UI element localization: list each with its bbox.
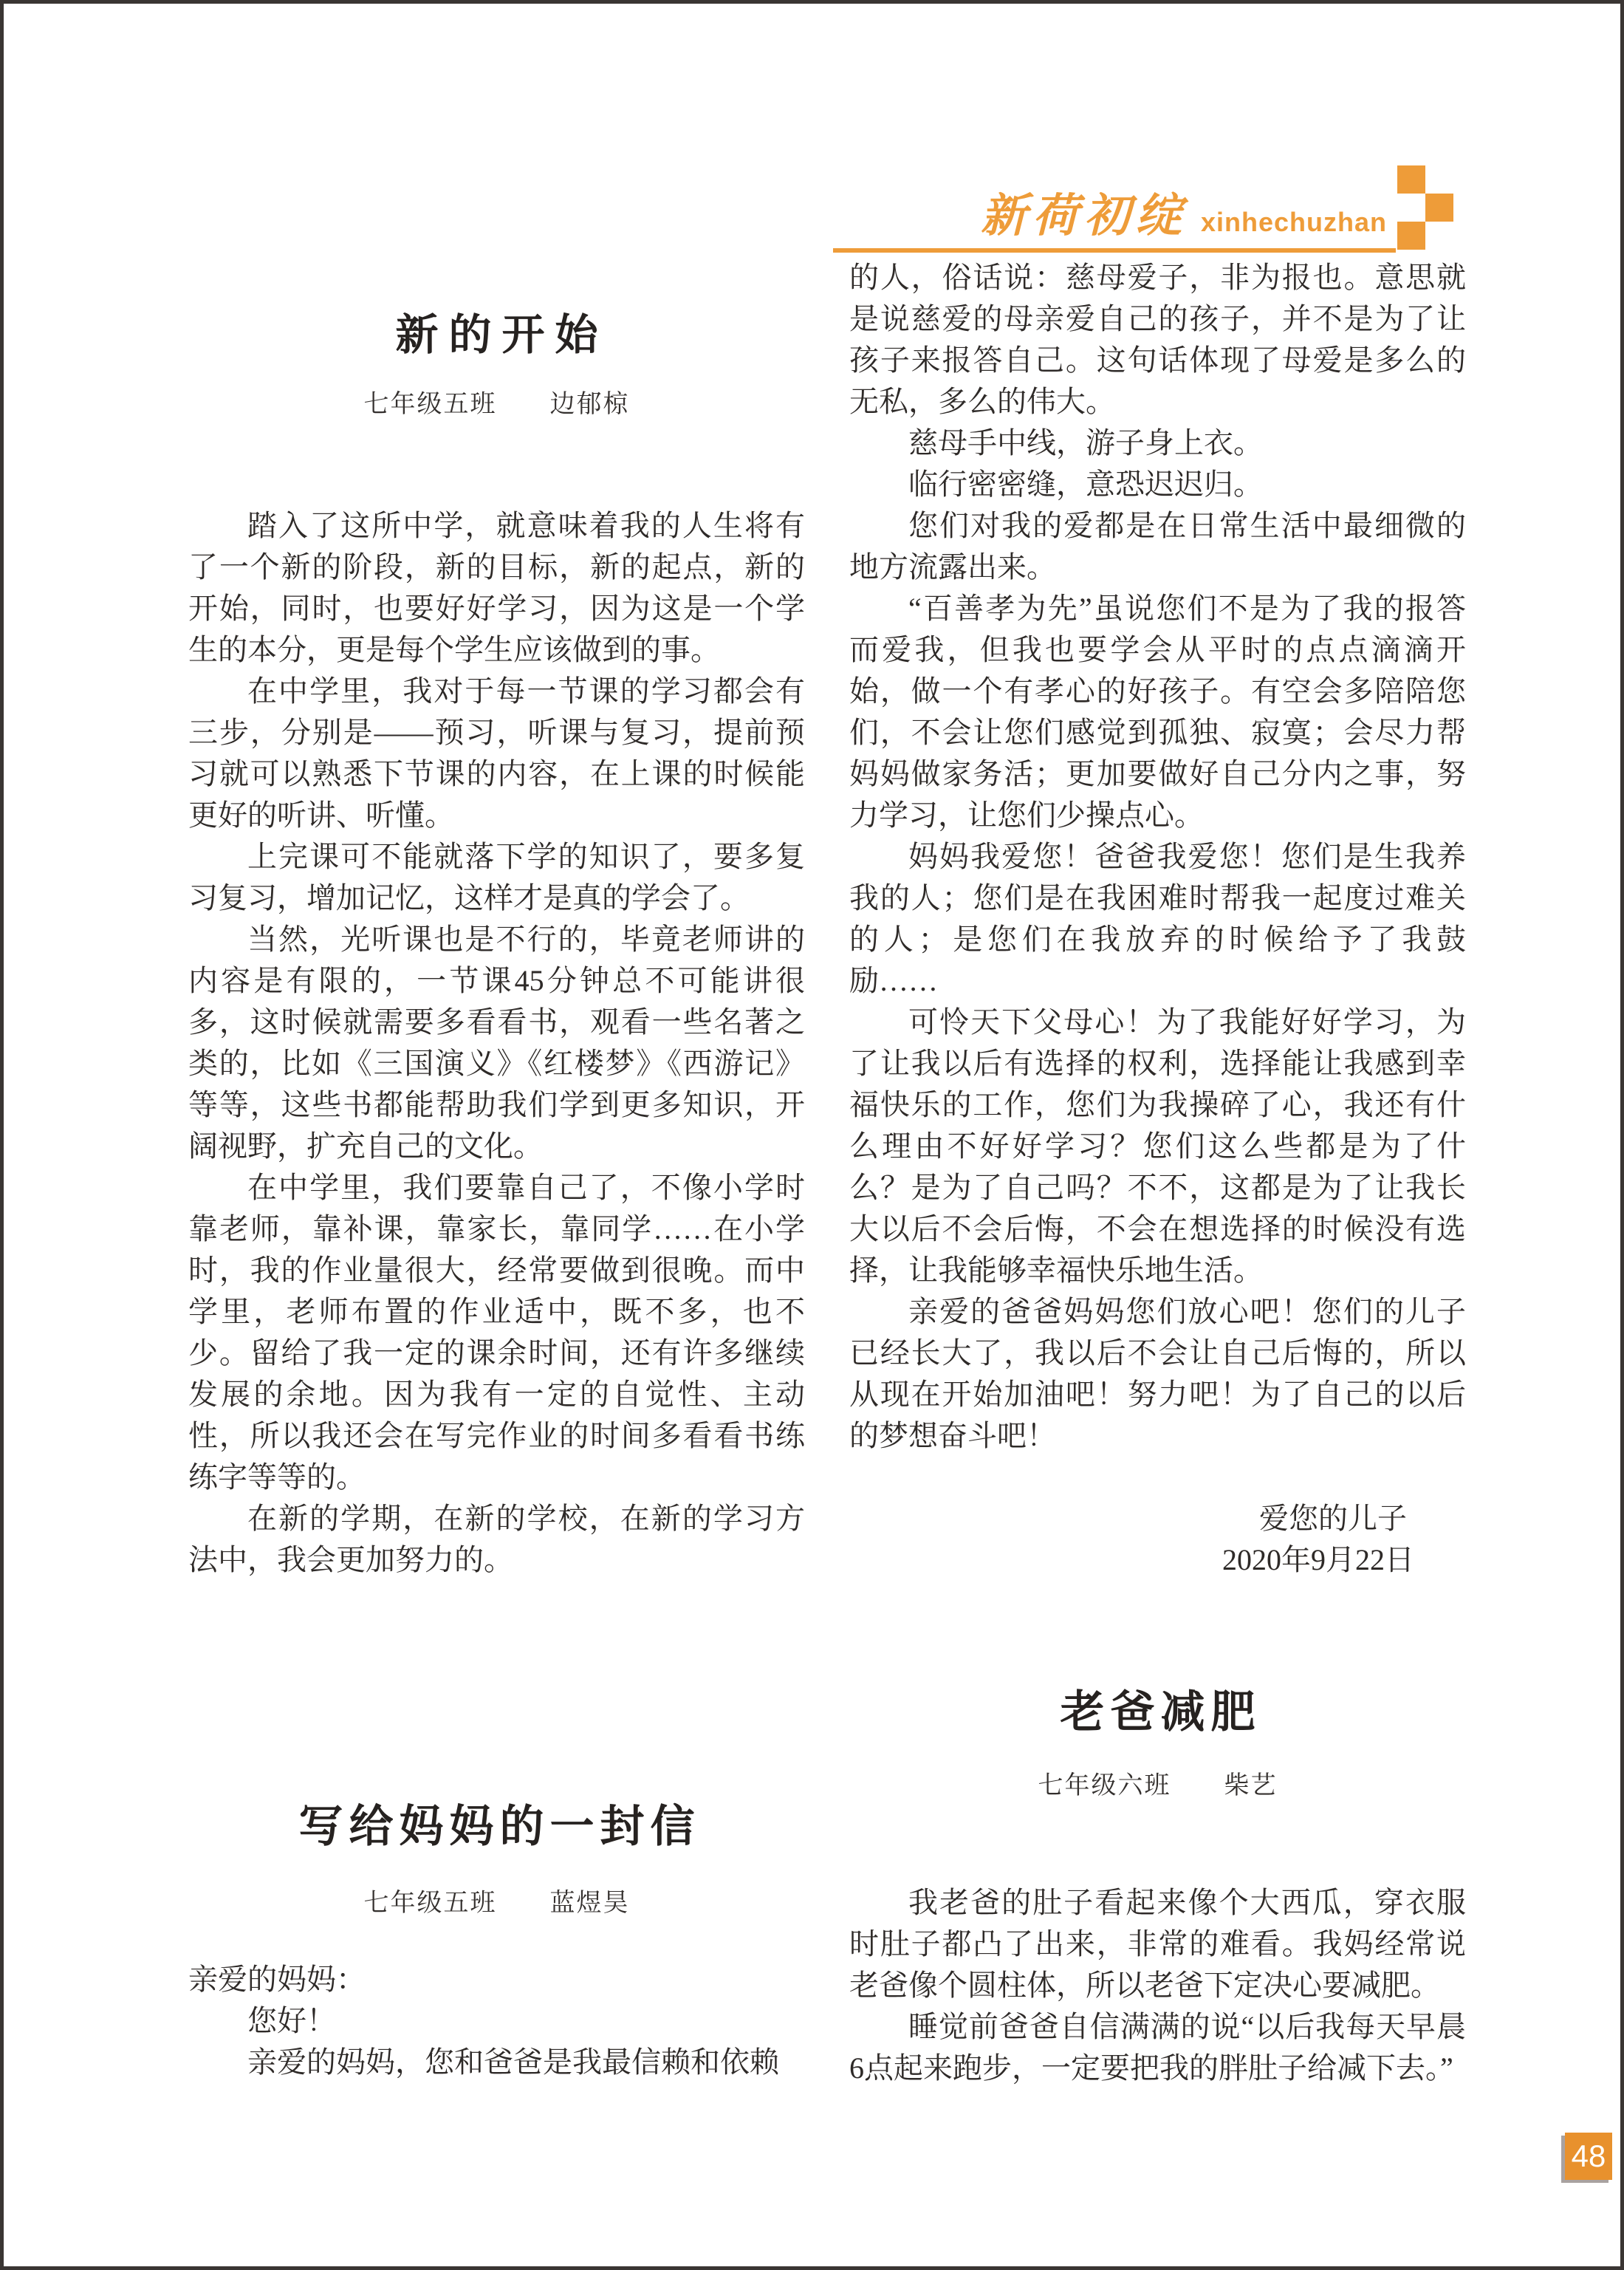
poem-line: 慈母手中线，游子身上衣。 bbox=[908, 426, 1263, 459]
header-deco-squares bbox=[1397, 165, 1453, 250]
paragraph: 您们对我的爱都是在日常生活中最细微的地方流露出来。 bbox=[849, 509, 1466, 584]
letter-body bbox=[849, 257, 1466, 1581]
deco-square-icon bbox=[1397, 165, 1425, 194]
deco-square-icon bbox=[1425, 194, 1453, 222]
paragraph: 睡觉前爸爸自信满满的说“以后我每天早晨6点起来跑步，一定要把我的胖肚子给减下去。” bbox=[849, 2010, 1466, 2085]
poem-line: 临行密密缝，意恐迟迟归。 bbox=[908, 468, 1263, 501]
section-heading bbox=[833, 191, 1396, 242]
section-title-pinyin: xinhechuzhan bbox=[1200, 207, 1387, 237]
paragraph: 我老爸的肚子看起来像个大西瓜，穿衣服时肚子都凸了出来，非常的难看。我妈经常说老爸像个圆柱体，所以老爸下定决心要减肥。 bbox=[849, 1886, 1466, 2002]
paragraph: 在新的学期，在新的学校，在新的学习方法中，我会更加努力的。 bbox=[188, 1502, 805, 1576]
paragraph: 亲爱的爸爸妈妈您们放心吧！您们的儿子已经长大了，我以后不会让自己后悔的，所以从现在开始加油吧！努力吧！为了自己的以后的梦想奋斗吧！ bbox=[849, 1295, 1466, 1452]
page-number-badge bbox=[1565, 2133, 1612, 2180]
paragraph: 上完课可不能就落下学的知识了，要多复习复习，增加记忆，这样才是真的学会了。 bbox=[188, 840, 805, 915]
letter-date: 2020年9月22日 bbox=[1222, 1543, 1414, 1576]
paragraph: “百善孝为先”虽说您们不是为了我的报答而爱我，但我也要学会从平时的点点滴滴开始，做一个有孝心的好孩子。有空会多陪陪您们，不会让您们感觉到孤独、寂寞；会尽力帮妈妈做家务活；更加要做好自己分内之事，努力学习，让您们少操点心。 bbox=[849, 592, 1466, 832]
article-body bbox=[188, 1959, 805, 2083]
article-dad-losing-weight bbox=[849, 1684, 1466, 2089]
paragraph: 当然，光听课也是不行的，毕竟老师讲的内容是有限的，一节课45分钟总不可能讲很多，这时候就需要多看看书，观看一些名著之类的，比如《三国演义》《红楼梦》《西游记》等等，这些书都能帮助我们学到更多知识，开阔视野，扩充自己的文化。 bbox=[188, 923, 805, 1163]
paragraph: 的人，俗话说：慈母爱子，非为报也。意思就是说慈爱的母亲爱自己的孩子，并不是为了让孩子来报答自己。这句话体现了母爱是多么的无私，多么的伟大。 bbox=[849, 261, 1466, 418]
page-header bbox=[833, 191, 1396, 253]
article-new-beginning bbox=[188, 309, 805, 1581]
paragraph: 在中学里，我们要靠自己了，不像小学时靠老师，靠补课，靠家长，靠同学……在小学时，我的作业量很大，经常要做到很晚。而中学里，老师布置的作业适中，既不多，也不少。留给了我一定的课余时间，还有许多继续发展的余地。因为我有一定的自觉性、主动性，所以我还会在写完作业的时间多看看书练练字等等的。 bbox=[188, 1171, 805, 1494]
paragraph: 您好！ bbox=[247, 2004, 336, 2037]
article-title: 老爸减肥 bbox=[1060, 1688, 1261, 1737]
article-title: 写给妈妈的一封信 bbox=[298, 1802, 701, 1851]
article-body bbox=[849, 1882, 1466, 2089]
article-byline: 七年级五班 蓝煜昊 bbox=[363, 1890, 630, 1917]
page-number: 48 bbox=[1571, 2139, 1606, 2173]
section-title-chinese: 新荷初绽 bbox=[980, 191, 1188, 242]
letter-continuation bbox=[849, 257, 1466, 1581]
header-rule bbox=[833, 248, 1396, 253]
article-title: 新的开始 bbox=[395, 311, 609, 359]
letter-salutation: 亲爱的妈妈： bbox=[188, 1963, 366, 1996]
paragraph: 可怜天下父母心！为了我能好好学习，为了让我以后有选择的权利，选择能让我感到幸福快乐的工作，您们为我操碎了心，我还有什么理由不好好学习？您们这么些都是为了什么？是为了自己吗？不不，这都是为了让我长大以后不会后悔，不会在想选择的时候没有选择，让我能够幸福快乐地生活。 bbox=[849, 1005, 1466, 1287]
article-body bbox=[188, 505, 805, 1581]
article-letter-to-mom bbox=[188, 1799, 805, 2083]
deco-square-icon bbox=[1397, 222, 1425, 250]
paragraph: 亲爱的妈妈，您和爸爸是我最信赖和依赖 bbox=[247, 2045, 779, 2079]
article-byline: 七年级六班 柴艺 bbox=[1038, 1772, 1278, 1799]
paragraph: 妈妈我爱您！爸爸我爱您！您们是生我养我的人；您们是在我困难时帮我一起度过难关的人；是您们在我放弃的时候给予了我鼓励…… bbox=[849, 840, 1466, 997]
paragraph: 在中学里，我对于每一节课的学习都会有三步，分别是——预习，听课与复习，提前预习就可以熟悉下节课的内容，在上课的时候能更好的听讲、听懂。 bbox=[188, 674, 805, 832]
paragraph: 踏入了这所中学，就意味着我的人生将有了一个新的阶段，新的目标，新的起点，新的开始，同时，也要好好学习，因为这是一个学生的本分，更是每个学生应该做到的事。 bbox=[188, 509, 805, 666]
letter-signature: 爱您的儿子 bbox=[1259, 1502, 1407, 1535]
article-byline: 七年级五班 边郁椋 bbox=[363, 391, 630, 418]
